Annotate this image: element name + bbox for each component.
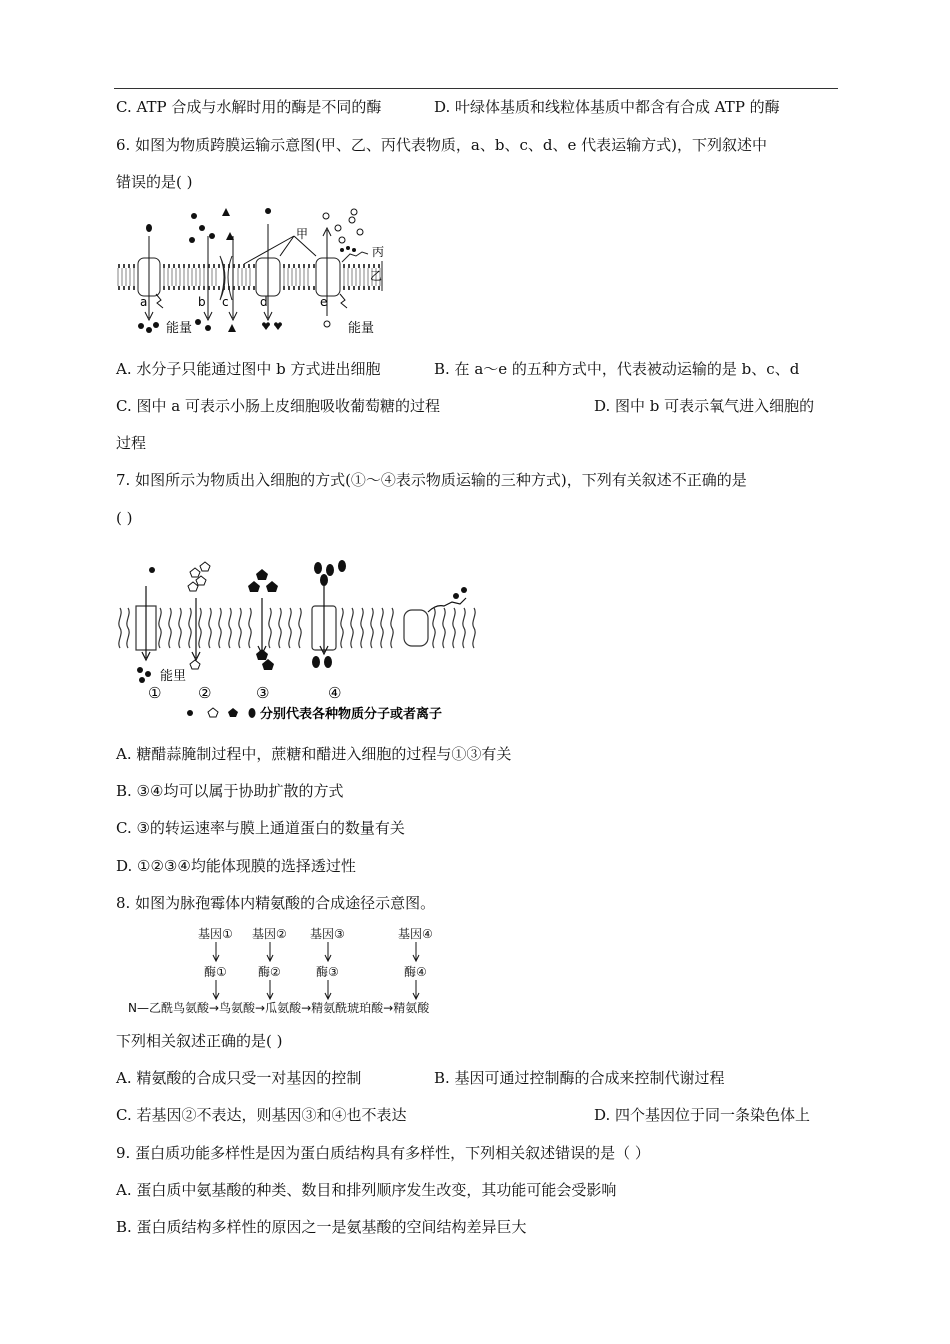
q7-option-d: D. ①②③④均能体现膜的选择透过性 (116, 857, 356, 875)
q8-question: 下列相关叙述正确的是( ) (116, 1032, 283, 1050)
q8-enzyme-2: 酶② (258, 965, 281, 979)
q7-stem-line2: ( ) (116, 509, 133, 527)
q7-option-c: C. ③的转运速率与膜上通道蛋白的数量有关 (116, 819, 405, 837)
q8-gene-4: 基因④ (398, 927, 433, 941)
q7-glycoprotein (428, 598, 466, 612)
q6-label-yi: 乙 (370, 269, 383, 283)
q6-option-d: D. 图中 b 可表示氧气进入细胞的 (594, 397, 815, 415)
q7-label-1: ① (148, 684, 162, 702)
q7-stem-line1: 7. 如图所示为物质出入细胞的方式(①～④表示物质运输的三种方式)，下列有关叙述不正确的是 (116, 471, 747, 489)
q6-channel-protein (220, 256, 225, 300)
q8-option-c: C. 若基因②不表达，则基因③和④也不表达 (116, 1106, 407, 1124)
q7-option-a: A. 糖醋蒜腌制过程中，蔗糖和醋进入细胞的过程与①③有关 (116, 745, 512, 763)
q6-energy-mark-a (156, 294, 163, 308)
q8-option-a: A. 精氨酸的合成只受一对基因的控制 (116, 1069, 362, 1087)
q6-label-e: e (320, 295, 328, 309)
q8-option-d: D. 四个基因位于同一条染色体上 (594, 1106, 811, 1124)
q6-option-c: C. 图中 a 可表示小肠上皮细胞吸收葡萄糖的过程 (116, 397, 440, 415)
q8-enzyme-4: 酶④ (404, 965, 427, 979)
q6-label-b: b (198, 295, 206, 309)
q9-stem: 9. 蛋白质功能多样性是因为蛋白质结构具有多样性，下列相关叙述错误的是（ ） (116, 1144, 650, 1162)
q8-gene-3: 基因③ (310, 927, 345, 941)
q6-stem-line1: 6. 如图为物质跨膜运输示意图(甲、乙、丙代表物质，a、b、c、d、e 代表运输方式)，下列叙述中 (116, 136, 767, 154)
q7-label-3: ③ (256, 684, 270, 702)
header-rule (114, 88, 838, 89)
q6-label-energy-e: 能量 (348, 321, 375, 336)
q7-label-2: ② (198, 684, 212, 702)
q5-option-d: D. 叶绿体基质和线粒体基质中都含有合成 ATP 的酶 (434, 98, 780, 116)
q6-label-a: a (140, 295, 148, 309)
q6-glycoprotein (342, 252, 368, 262)
q6-label-d: d (260, 295, 268, 309)
q7-protein-right (404, 610, 428, 646)
q8-pathway: N—乙酰鸟氨酸→鸟氨酸→瓜氨酸→精氨酰琥珀酸→精氨酸 (128, 1001, 430, 1015)
q6-stem-line2: 错误的是( ) (116, 173, 193, 191)
q7-membrane-figure (116, 556, 482, 722)
q6-option-a: A. 水分子只能通过图中 b 方式进出细胞 (116, 360, 381, 378)
q8-enzyme-1: 酶① (204, 965, 227, 979)
q8-gene-2: 基因② (252, 927, 287, 941)
q6-label-jia: 甲 (296, 227, 309, 241)
q8-pathway-figure (116, 922, 476, 1018)
q8-gene-1: 基因① (198, 927, 233, 941)
q6-option-b: B. 在 a～e 的五种方式中，代表被动运输的是 b、c、d (434, 360, 800, 378)
q7-label-4: ④ (328, 684, 342, 702)
q7-legend-symbols (187, 708, 256, 718)
q6-option-d-cont: 过程 (116, 434, 147, 452)
q6-carrier-protein-e (316, 258, 340, 296)
q7-label-energy: 能里 (160, 669, 187, 684)
q6-label-c: c (222, 295, 229, 309)
q8-stem: 8. 如图为脉孢霉体内精氨酸的合成途径示意图。 (116, 894, 436, 912)
q7-arrows (142, 586, 328, 660)
q6-energy-mark-e (340, 294, 347, 308)
q5-option-c: C. ATP 合成与水解时用的酶是不同的酶 (116, 98, 382, 116)
q8-enzyme-3: 酶③ (316, 965, 339, 979)
q7-option-b: B. ③④均可以属于协助扩散的方式 (116, 782, 344, 800)
q6-label-bing: 丙 (372, 245, 385, 259)
q6-label-energy-a: 能量 (166, 321, 193, 336)
q9-option-a: A. 蛋白质中氨基酸的种类、数目和排列顺序发生改变，其功能可能会受影响 (116, 1181, 617, 1199)
q8-option-b: B. 基因可通过控制酶的合成来控制代谢过程 (434, 1069, 725, 1087)
q6-membrane-figure (116, 206, 396, 338)
q7-legend-text: 分别代表各种物质分子或者离子 (260, 707, 443, 722)
q9-option-b: B. 蛋白质结构多样性的原因之一是氨基酸的空间结构差异巨大 (116, 1218, 527, 1236)
